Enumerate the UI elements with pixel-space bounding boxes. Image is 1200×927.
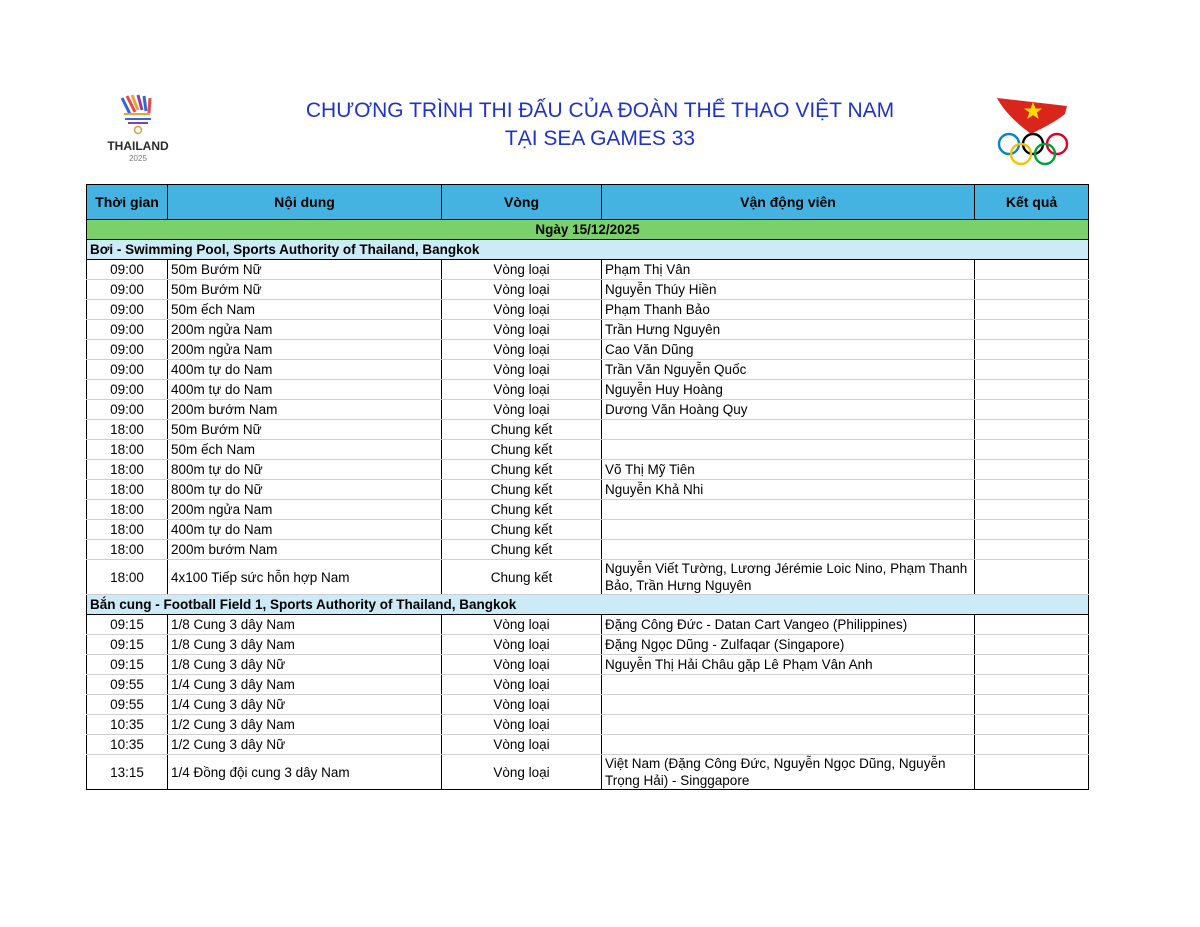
cell-round: Chung kết — [442, 480, 602, 500]
cell-athlete: Nguyễn Viết Tường, Lương Jérémie Loic Nino, Phạm Thanh Bảo, Trần Hưng Nguyên — [602, 560, 975, 595]
table-row — [87, 320, 1089, 340]
table-row — [87, 500, 1089, 520]
cell-time: 18:00 — [87, 480, 168, 500]
cell-result — [975, 560, 1089, 595]
cell-result — [975, 340, 1089, 360]
cell-time: 18:00 — [87, 560, 168, 595]
cell-event: 800m tự do Nữ — [168, 460, 442, 480]
cell-athlete: Đặng Công Đức - Datan Cart Vangeo (Philippines) — [602, 615, 975, 635]
cell-result — [975, 500, 1089, 520]
cell-time: 10:35 — [87, 735, 168, 755]
cell-round: Vòng loại — [442, 675, 602, 695]
col-header-athlete: Vận động viên — [602, 185, 975, 220]
cell-event: 50m Bướm Nữ — [168, 280, 442, 300]
cell-result — [975, 360, 1089, 380]
cell-time: 13:15 — [87, 755, 168, 790]
cell-result — [975, 300, 1089, 320]
cell-round: Chung kết — [442, 540, 602, 560]
cell-result — [975, 400, 1089, 420]
cell-athlete — [602, 420, 975, 440]
table-row — [87, 735, 1089, 755]
cell-event: 50m ếch Nam — [168, 440, 442, 460]
cell-result — [975, 460, 1089, 480]
cell-result — [975, 615, 1089, 635]
table-row — [87, 280, 1089, 300]
cell-athlete — [602, 695, 975, 715]
cell-athlete — [602, 520, 975, 540]
col-header-time: Thời gian — [87, 185, 168, 220]
cell-result — [975, 675, 1089, 695]
col-header-result: Kết quả — [975, 185, 1089, 220]
cell-event: 1/8 Cung 3 dây Nam — [168, 635, 442, 655]
cell-event: 200m ngửa Nam — [168, 320, 442, 340]
page-title-line2: TẠI SEA GAMES 33 — [504, 127, 696, 150]
cell-athlete: Việt Nam (Đặng Công Đức, Nguyễn Ngọc Dũng, Nguyễn Trọng Hải) - Singgapore — [602, 755, 975, 790]
col-header-round: Vòng — [442, 185, 602, 220]
cell-event: 1/2 Cung 3 dây Nam — [168, 715, 442, 735]
table-row — [87, 360, 1089, 380]
cell-time: 09:00 — [87, 380, 168, 400]
cell-time: 09:15 — [87, 655, 168, 675]
cell-event: 200m bướm Nam — [168, 540, 442, 560]
cell-round: Chung kết — [442, 440, 602, 460]
table-row — [87, 480, 1089, 500]
cell-round: Vòng loại — [442, 635, 602, 655]
table-row — [87, 540, 1089, 560]
cell-round: Vòng loại — [442, 715, 602, 735]
cell-round: Chung kết — [442, 520, 602, 540]
table-row — [87, 340, 1089, 360]
cell-athlete: Đặng Ngọc Dũng - Zulfaqar (Singapore) — [602, 635, 975, 655]
section-title: Bơi - Swimming Pool, Sports Authority of Thailand, Bangkok — [87, 240, 1089, 260]
cell-athlete: Nguyễn Khả Nhi — [602, 480, 975, 500]
logo-ribbon-icon — [122, 95, 151, 134]
cell-round: Vòng loại — [442, 735, 602, 755]
table-row — [87, 560, 1089, 595]
cell-event: 1/8 Cung 3 dây Nữ — [168, 655, 442, 675]
cell-athlete — [602, 675, 975, 695]
cell-time: 18:00 — [87, 460, 168, 480]
section-row — [87, 240, 1089, 260]
cell-athlete: Nguyễn Thị Hải Châu gặp Lê Phạm Vân Anh — [602, 655, 975, 675]
cell-result — [975, 540, 1089, 560]
cell-time: 09:00 — [87, 280, 168, 300]
cell-event: 1/4 Cung 3 dây Nữ — [168, 695, 442, 715]
cell-result — [975, 380, 1089, 400]
cell-time: 09:55 — [87, 675, 168, 695]
cell-time: 09:15 — [87, 635, 168, 655]
cell-athlete: Nguyễn Thúy Hiền — [602, 280, 975, 300]
cell-event: 1/8 Cung 3 dây Nam — [168, 615, 442, 635]
cell-time: 09:00 — [87, 320, 168, 340]
cell-event: 4x100 Tiếp sức hỗn hợp Nam — [168, 560, 442, 595]
cell-event: 1/4 Đồng đội cung 3 dây Nam — [168, 755, 442, 790]
logo-left-text: THAILAND — [107, 139, 169, 153]
table-row — [87, 635, 1089, 655]
cell-round: Vòng loại — [442, 695, 602, 715]
logo-left-year: 2025 — [129, 154, 147, 163]
day-label: Ngày 15/12/2025 — [87, 220, 1089, 240]
table-body — [87, 220, 1089, 790]
cell-round: Vòng loại — [442, 360, 602, 380]
cell-round: Vòng loại — [442, 380, 602, 400]
col-header-event: Nội dung — [168, 185, 442, 220]
cell-event: 1/2 Cung 3 dây Nữ — [168, 735, 442, 755]
cell-event: 200m bướm Nam — [168, 400, 442, 420]
cell-event: 400m tự do Nam — [168, 360, 442, 380]
day-row — [87, 220, 1089, 240]
cell-athlete: Dương Văn Hoàng Quy — [602, 400, 975, 420]
cell-result — [975, 735, 1089, 755]
table-row — [87, 755, 1089, 790]
flag-icon — [997, 98, 1067, 134]
cell-result — [975, 520, 1089, 540]
cell-event: 200m ngửa Nam — [168, 340, 442, 360]
table-row — [87, 400, 1089, 420]
cell-event: 50m ếch Nam — [168, 300, 442, 320]
cell-result — [975, 280, 1089, 300]
cell-time: 09:00 — [87, 340, 168, 360]
section-title: Bắn cung - Football Field 1, Sports Authority of Thailand, Bangkok — [87, 595, 1089, 615]
page-title-line1: CHƯƠNG TRÌNH THI ĐẤU CỦA ĐOÀN THỂ THAO VIỆT NAM — [305, 99, 895, 122]
cell-athlete: Trần Văn Nguyễn Quốc — [602, 360, 975, 380]
cell-event: 50m Bướm Nữ — [168, 260, 442, 280]
cell-athlete — [602, 540, 975, 560]
cell-result — [975, 715, 1089, 735]
cell-event: 1/4 Cung 3 dây Nam — [168, 675, 442, 695]
cell-round: Vòng loại — [442, 320, 602, 340]
cell-round: Vòng loại — [442, 280, 602, 300]
cell-time: 09:15 — [87, 615, 168, 635]
cell-result — [975, 260, 1089, 280]
cell-round: Vòng loại — [442, 615, 602, 635]
cell-result — [975, 320, 1089, 340]
cell-result — [975, 480, 1089, 500]
cell-athlete — [602, 440, 975, 460]
cell-time: 18:00 — [87, 520, 168, 540]
cell-athlete: Cao Văn Dũng — [602, 340, 975, 360]
cell-round: Chung kết — [442, 500, 602, 520]
thailand-2025-logo — [100, 92, 176, 166]
schedule-table — [86, 184, 1089, 790]
section-row — [87, 595, 1089, 615]
cell-event: 400m tự do Nam — [168, 380, 442, 400]
cell-round: Vòng loại — [442, 340, 602, 360]
cell-time: 09:00 — [87, 400, 168, 420]
cell-event: 50m Bướm Nữ — [168, 420, 442, 440]
cell-result — [975, 755, 1089, 790]
cell-round: Chung kết — [442, 460, 602, 480]
table-row — [87, 695, 1089, 715]
table-row — [87, 260, 1089, 280]
cell-round: Chung kết — [442, 560, 602, 595]
cell-time: 18:00 — [87, 500, 168, 520]
cell-round: Vòng loại — [442, 755, 602, 790]
cell-time: 18:00 — [87, 440, 168, 460]
cell-result — [975, 440, 1089, 460]
cell-athlete: Phạm Thị Vân — [602, 260, 975, 280]
table-row — [87, 520, 1089, 540]
cell-round: Vòng loại — [442, 300, 602, 320]
table-row — [87, 460, 1089, 480]
table-row — [87, 380, 1089, 400]
cell-time: 09:55 — [87, 695, 168, 715]
table-row — [87, 655, 1089, 675]
cell-round: Vòng loại — [442, 655, 602, 675]
cell-result — [975, 635, 1089, 655]
cell-athlete: Võ Thị Mỹ Tiên — [602, 460, 975, 480]
cell-event: 800m tự do Nữ — [168, 480, 442, 500]
cell-round: Chung kết — [442, 420, 602, 440]
cell-athlete — [602, 735, 975, 755]
table-row — [87, 715, 1089, 735]
table-row — [87, 615, 1089, 635]
table-row — [87, 440, 1089, 460]
cell-event: 400m tự do Nam — [168, 520, 442, 540]
cell-athlete — [602, 715, 975, 735]
cell-result — [975, 695, 1089, 715]
table-row — [87, 420, 1089, 440]
cell-time: 18:00 — [87, 540, 168, 560]
cell-athlete: Nguyễn Huy Hoàng — [602, 380, 975, 400]
cell-time: 09:00 — [87, 360, 168, 380]
cell-result — [975, 420, 1089, 440]
cell-athlete: Trần Hưng Nguyên — [602, 320, 975, 340]
table-header-row — [87, 185, 1089, 220]
table-row — [87, 300, 1089, 320]
cell-athlete — [602, 500, 975, 520]
vietnam-olympic-logo — [993, 96, 1075, 168]
table-row — [87, 675, 1089, 695]
cell-time: 09:00 — [87, 260, 168, 280]
cell-event: 200m ngửa Nam — [168, 500, 442, 520]
olympic-rings-icon — [999, 134, 1067, 164]
cell-time: 10:35 — [87, 715, 168, 735]
cell-round: Vòng loại — [442, 260, 602, 280]
cell-time: 09:00 — [87, 300, 168, 320]
cell-athlete: Phạm Thanh Bảo — [602, 300, 975, 320]
cell-time: 18:00 — [87, 420, 168, 440]
cell-round: Vòng loại — [442, 400, 602, 420]
cell-result — [975, 655, 1089, 675]
